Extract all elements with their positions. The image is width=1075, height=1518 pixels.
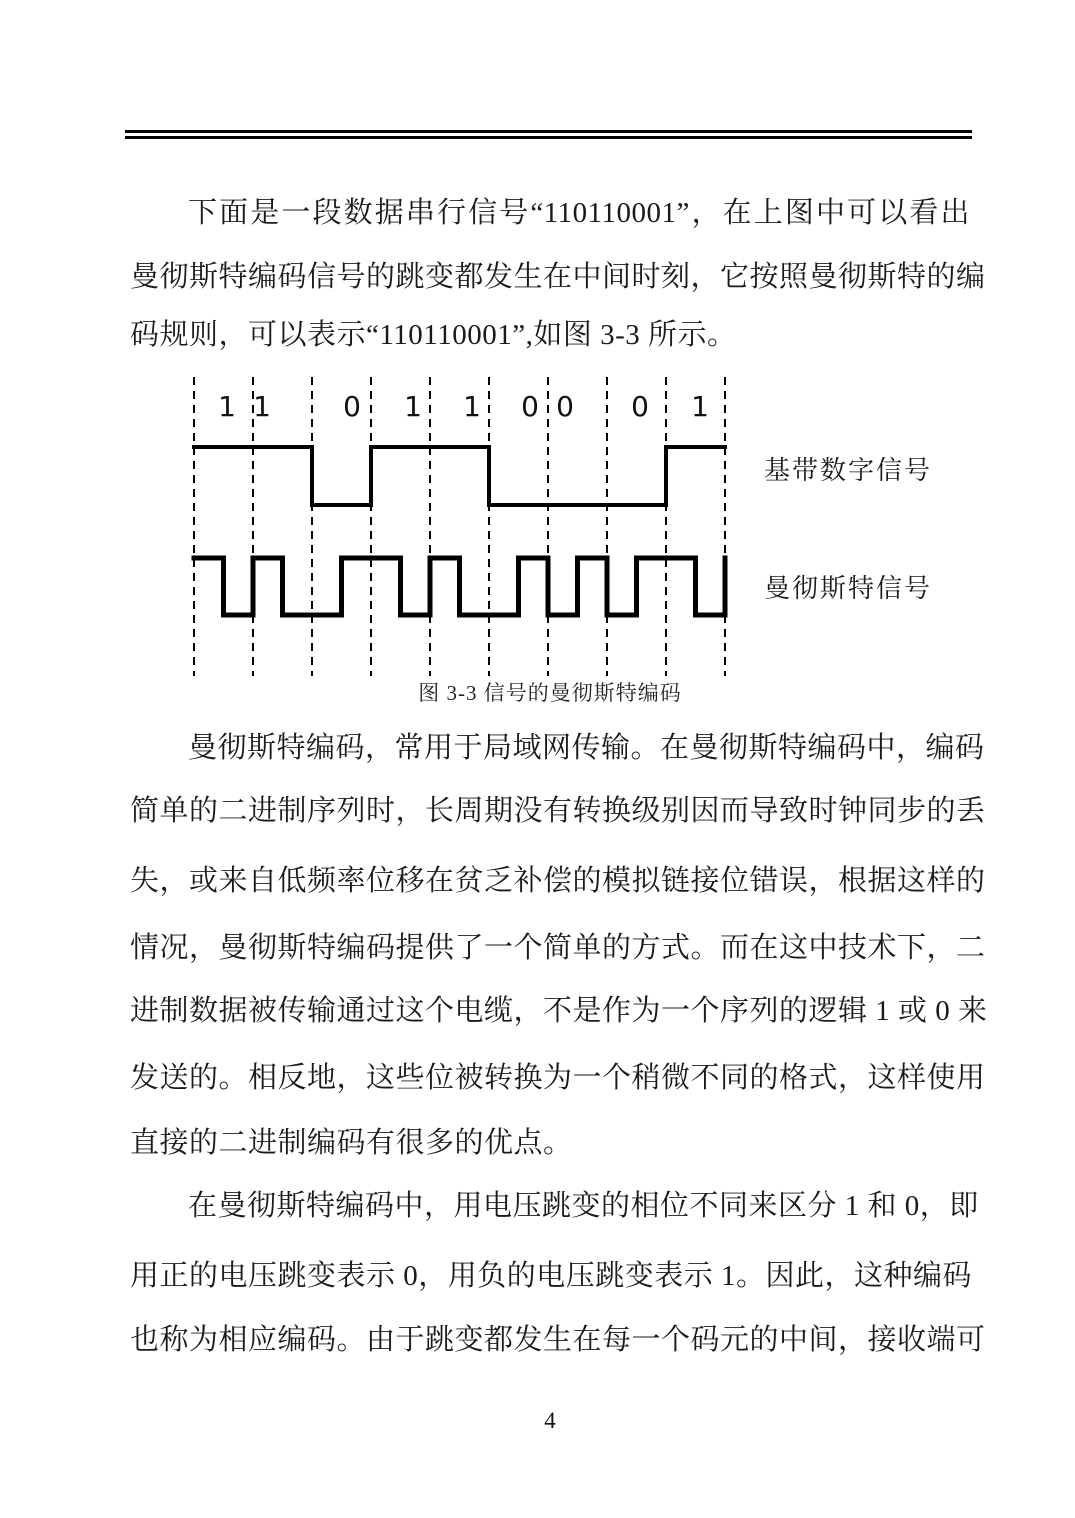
paragraph-line: 失，或来自低频率位移在贫乏补偿的模拟链接位错误，根据这样的 (130, 865, 986, 897)
paragraph-line: 曼彻斯特编码信号的跳变都发生在中间时刻，它按照曼彻斯特的编 (130, 261, 986, 293)
paragraph-line: 发送的。相反地，这些位被转换为一个稍微不同的格式，这样使用 (130, 1062, 986, 1094)
bit-label: 1 (691, 390, 709, 423)
bit-label: 1 (218, 390, 236, 423)
bit-label: 1 (463, 390, 481, 423)
page-number: 4 (544, 1408, 556, 1433)
paragraph-line: 码规则，可以表示“110110001”,如图 3-3 所示。 (130, 319, 737, 351)
signal-label-baseband: 基带数字信号 (764, 456, 933, 485)
paragraph-line: 简单的二进制序列时，长周期没有转换级别因而导致时钟同步的丢 (130, 795, 986, 827)
paragraph-line: 曼彻斯特编码，常用于局域网传输。在曼彻斯特编码中，编码 (188, 732, 985, 764)
paragraph-line: 用正的电压跳变表示 0，用负的电压跳变表示 1。因此，这种编码 (130, 1260, 973, 1292)
paragraph-line: 直接的二进制编码有很多的优点。 (130, 1127, 573, 1159)
paragraph-line: 下面是一段数据串行信号“110110001”，在上图中可以看出 (188, 197, 970, 229)
bit-label: 0 (343, 390, 361, 423)
paragraph-line: 情况，曼彻斯特编码提供了一个简单的方式。而在这中技术下，二 (130, 932, 986, 964)
figure-caption: 图 3-3 信号的曼彻斯特编码 (418, 681, 682, 705)
paragraph-line: 也称为相应编码。由于跳变都发生在每一个码元的中间，接收端可 (130, 1324, 986, 1356)
paragraph-line: 在曼彻斯特编码中，用电压跳变的相位不同来区分 1 和 0，即 (188, 1190, 979, 1222)
signal-label-manchester: 曼彻斯特信号 (764, 574, 933, 603)
bit-label: 0 (631, 390, 649, 423)
bit-label: 1 (404, 390, 422, 423)
bit-label: 0 (556, 390, 574, 423)
bit-label: 0 (521, 390, 539, 423)
bit-label: 1 (253, 390, 271, 423)
paragraph-line: 进制数据被传输通过这个电缆，不是作为一个序列的逻辑 1 或 0 来 (130, 995, 988, 1027)
